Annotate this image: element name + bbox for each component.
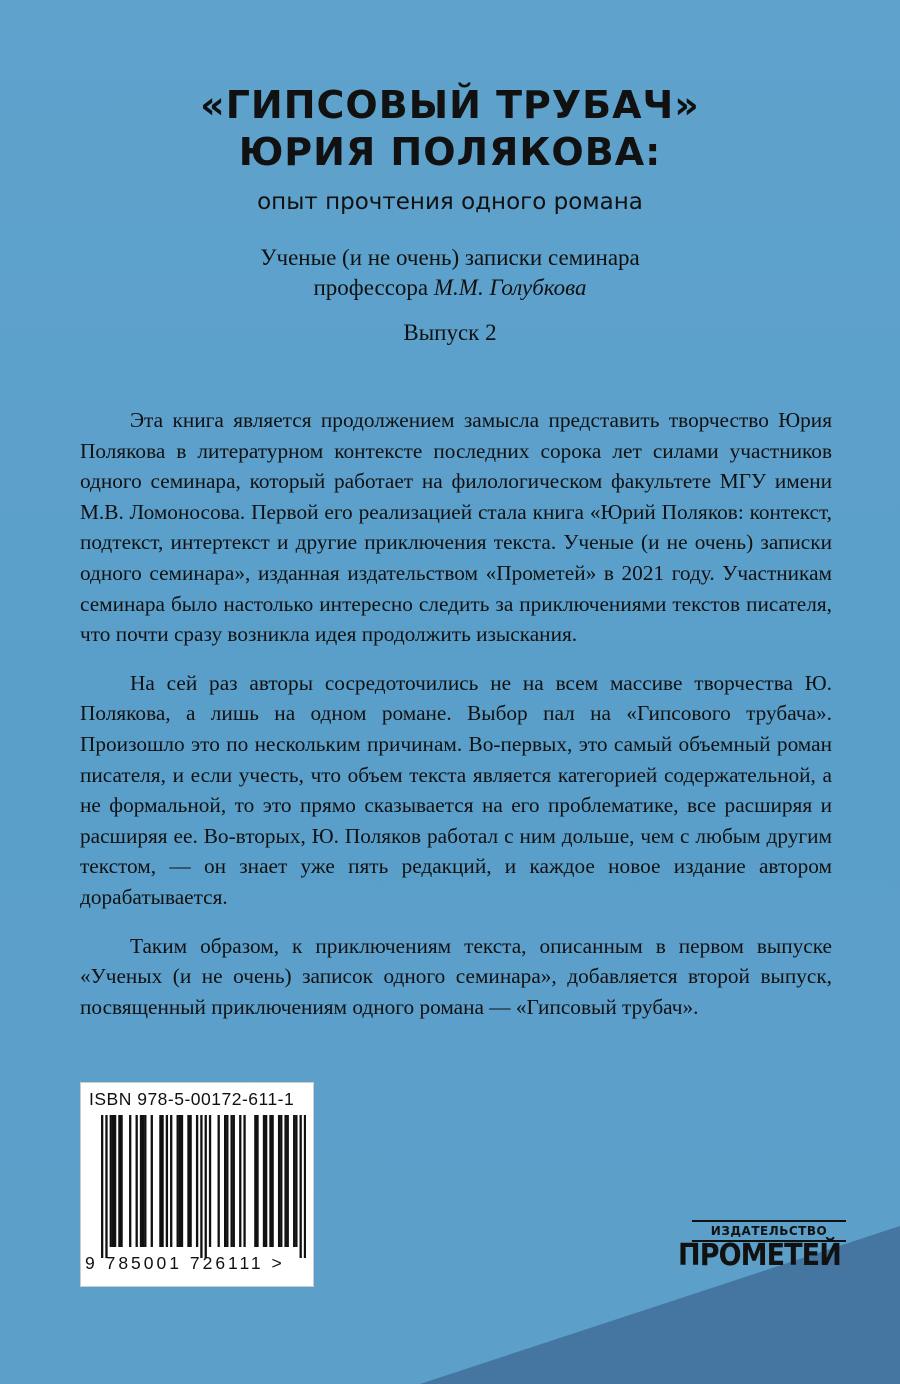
barcode-bar xyxy=(159,1115,161,1247)
barcode-bar xyxy=(189,1115,191,1247)
barcode-bar xyxy=(110,1115,112,1247)
barcode xyxy=(101,1115,306,1258)
barcode-bar xyxy=(209,1115,211,1247)
barcode-bar xyxy=(144,1115,146,1247)
barcode-bar xyxy=(187,1115,189,1247)
barcode-bar xyxy=(118,1115,120,1247)
barcode-bar xyxy=(243,1115,245,1247)
barcode-bar xyxy=(239,1115,241,1247)
barcode-bar xyxy=(265,1115,267,1247)
series-title xyxy=(0,243,900,303)
barcode-bar xyxy=(287,1115,289,1247)
annotation-text xyxy=(80,405,832,1040)
barcode-bar xyxy=(166,1115,168,1247)
barcode-bar xyxy=(271,1115,273,1247)
barcode-bar xyxy=(256,1115,258,1247)
barcode-bar xyxy=(196,1115,198,1247)
barcode-bar xyxy=(280,1115,282,1247)
issue-number: Выпуск 2 xyxy=(403,320,497,345)
barcode-bar xyxy=(304,1115,306,1258)
annotation-paragraph-3: Таким образом, к приключениям текста, описанным в первом выпуске «Ученых (и не очень) записок одного семинара», добавляется второй выпуск, посвященный приключениям одного романа — «Гипсовый трубач». xyxy=(80,933,832,1019)
barcode-bar xyxy=(114,1115,116,1247)
publisher-logo-name: ПРОМЕТЕЙ xyxy=(678,1238,841,1273)
barcode-bar xyxy=(233,1115,235,1247)
barcode-bar xyxy=(254,1115,256,1247)
barcode-bar xyxy=(205,1115,207,1258)
barcode-bar xyxy=(181,1115,183,1247)
barcode-bar xyxy=(105,1115,107,1258)
barcode-bar xyxy=(224,1115,226,1247)
series-line-1: Ученые (и не очень) записки семинара xyxy=(260,245,640,270)
series-line-2 xyxy=(0,273,900,303)
barcode-bar xyxy=(112,1115,114,1247)
barcode-digits: 9 785001 726111 > xyxy=(85,1253,285,1273)
barcode-bar xyxy=(161,1115,163,1247)
barcode-bar xyxy=(177,1115,179,1247)
book-title-line-2: ЮРИЯ ПОЛЯКОВА: xyxy=(238,130,662,174)
book-subtitle: опыт прочтения одного романа xyxy=(257,189,643,215)
barcode-bar xyxy=(120,1115,122,1247)
barcode-bar xyxy=(263,1115,265,1247)
barcode-bar xyxy=(284,1115,286,1247)
barcode-bar xyxy=(170,1115,172,1247)
barcode-bar xyxy=(179,1115,181,1247)
barcode-bar xyxy=(129,1115,131,1247)
editor-name: М.М. Голубкова xyxy=(433,275,587,300)
barcode-bar xyxy=(300,1115,302,1258)
barcode-bar xyxy=(136,1115,138,1247)
isbn-barcode-block xyxy=(80,1082,314,1287)
barcode-bar xyxy=(142,1115,144,1247)
barcode-bar xyxy=(151,1115,153,1247)
barcode-bar xyxy=(295,1115,297,1247)
barcode-bar xyxy=(218,1115,220,1247)
barcode-bar xyxy=(200,1115,202,1258)
barcode-bar xyxy=(230,1115,232,1247)
publisher-logo xyxy=(678,1220,854,1280)
barcode-bar xyxy=(278,1115,280,1247)
isbn-label: ISBN 978-5-00172-611-1 xyxy=(89,1089,295,1109)
annotation-paragraph-2: На сей раз авторы сосредоточились не на всем массиве творчества Ю. Полякова, а лишь на одном романе. Выбор пал на «Гипсового трубача». Произошло это по нескольким причинам. Во-первых, это самый объемный роман писателя, и если учесть, что объем текста является категорией содержательной, а не формальной, то это прямо сказывается на его проблематике, все расширяя и расширяя ее. Во-вторых, Ю. Поляков работал с ним дольше, чем с любым другим текстом, — он знает уже пять редакций, и каждое новое издание автором дорабатывается. xyxy=(80,670,832,909)
annotation-paragraph-1: Эта книга является продолжением замысла представить творчество Юрия Полякова в литературном контексте последних сорока лет силами участников одного семинара, который работает на филологическом факультете МГУ имени М.В. Ломоносова. Первой его реализацией стала книга «Юрий Поляков: контекст, подтекст, интертекст и другие приключения текста. Ученые (и не очень) записки одного семинара», изданная издательством «Прометей» в 2021 году. Участникам семинара было настолько интересно следить за приключениями текстов писателя, что почти сразу возникла идея продолжить изыскания. xyxy=(80,408,832,647)
publisher-logo-top: ИЗДАТЕЛЬСТВО xyxy=(692,1220,846,1242)
book-title-line-1: «ГИПСОВЫЙ ТРУБАЧ» xyxy=(200,83,700,127)
barcode-bar xyxy=(101,1115,103,1258)
series-prefix: профессора xyxy=(313,275,434,300)
barcode-bar xyxy=(140,1115,142,1247)
barcode-bar xyxy=(269,1115,271,1247)
barcode-bar xyxy=(226,1115,228,1247)
barcode-bar xyxy=(293,1115,295,1247)
